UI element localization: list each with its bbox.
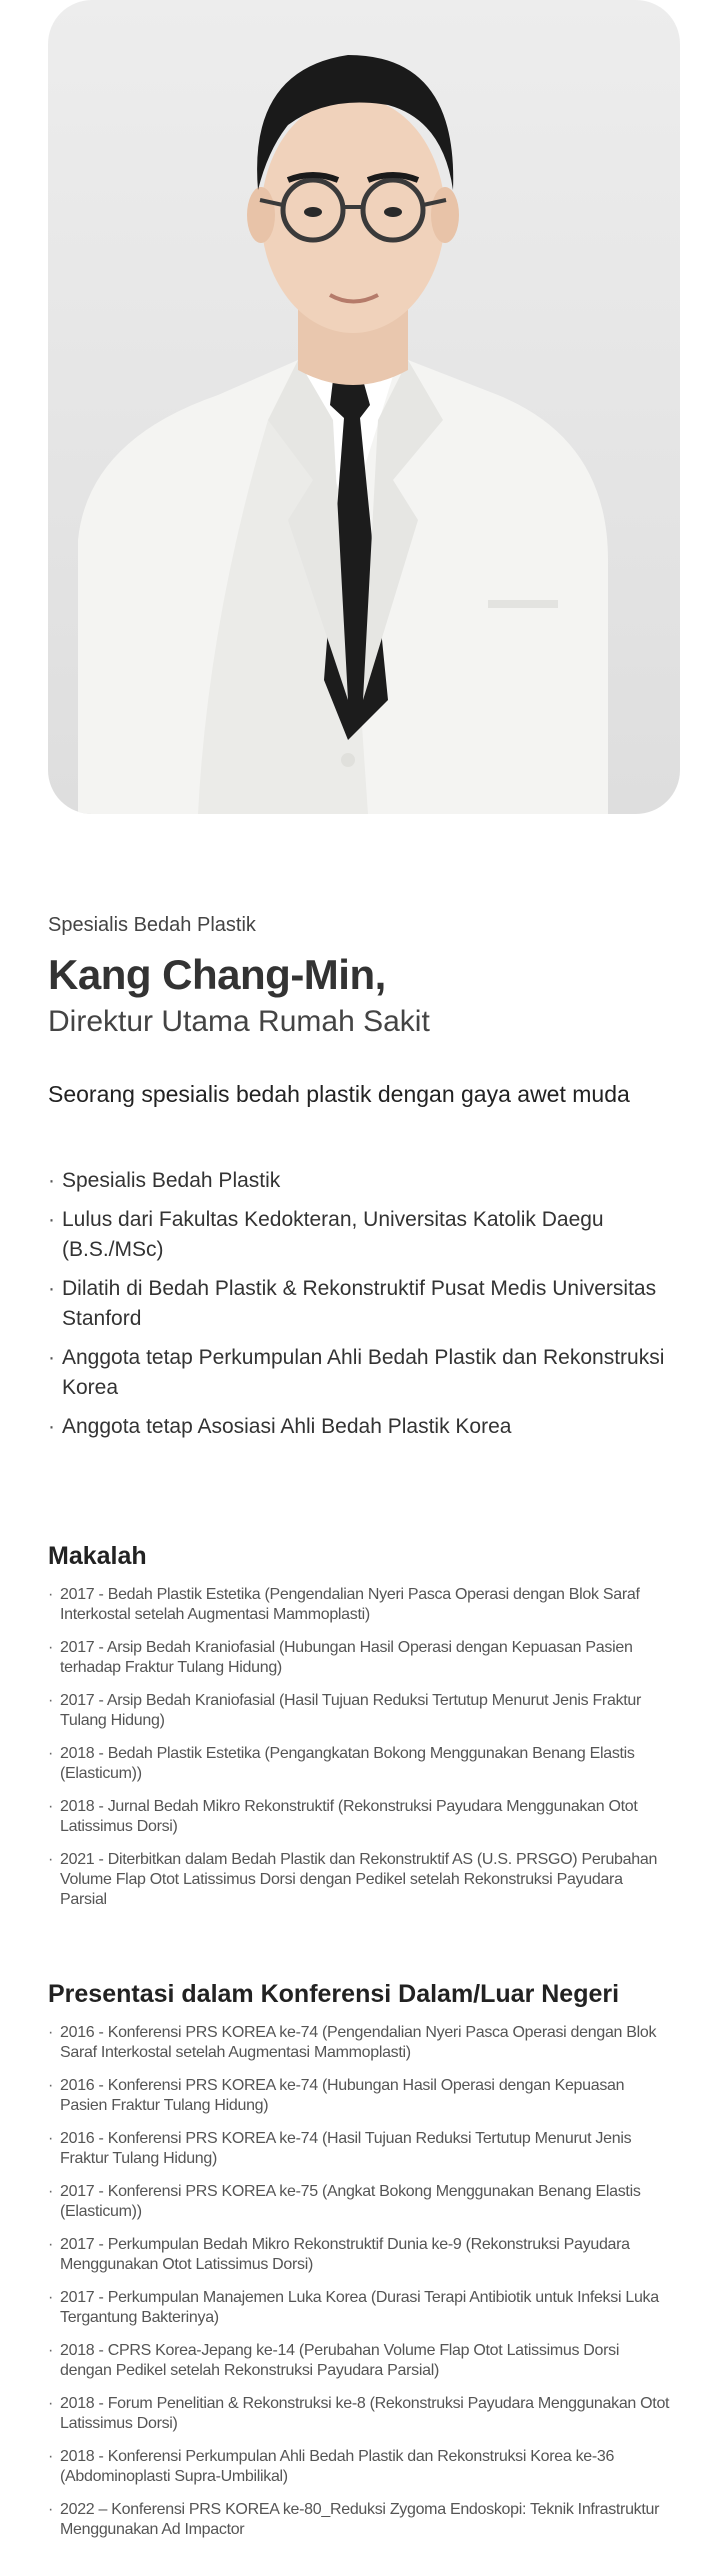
list-item: · 2017 - Bedah Plastik Estetika (Pengendalian Nyeri Pasca Operasi dengan Blok Saraf Interkostal setelah Augmentasi Mammoplasti) bbox=[48, 1585, 672, 1625]
qualification-item: · Lulus dari Fakultas Kedokteran, Universitas Katolik Daegu (B.S./MSc) bbox=[48, 1205, 672, 1265]
list-item: · 2018 - Bedah Plastik Estetika (Pengangkatan Bokong Menggunakan Benang Elastis (Elasticum)) bbox=[48, 1744, 672, 1784]
list-item: · 2017 - Perkumpulan Manajemen Luka Korea (Durasi Terapi Antibiotik untuk Infeksi Luka Tergantung Bakterinya) bbox=[48, 2288, 672, 2328]
list-item: · 2021 - Diterbitkan dalam Bedah Plastik dan Rekonstruktif AS (U.S. PRSGO) Perubahan Volume Flap Otot Latissimus Dorsi dengan Pedikel setelah Rekonstruksi Payudara Parsial bbox=[48, 1850, 672, 1910]
list-item: · 2017 - Arsip Bedah Kraniofasial (Hubungan Hasil Operasi dengan Kepuasan Pasien terhadap Fraktur Tulang Hidung) bbox=[48, 1638, 672, 1678]
qualification-item: · Spesialis Bedah Plastik bbox=[48, 1166, 672, 1196]
doctor-name: Kang Chang-Min, bbox=[48, 951, 386, 998]
doctor-tagline: Seorang spesialis bedah plastik dengan gaya awet muda bbox=[48, 1081, 630, 1107]
list-item: · 2018 - CPRS Korea-Jepang ke-14 (Perubahan Volume Flap Otot Latissimus Dorsi dengan Pedikel setelah Rekonstruksi Payudara Parsial) bbox=[48, 2341, 672, 2381]
qualification-list bbox=[48, 1166, 672, 1442]
list-item: · 2016 - Konferensi PRS KOREA ke-74 (Hasil Tujuan Reduksi Tertutup Menurut Jenis Fraktur Tulang Hidung) bbox=[48, 2129, 672, 2169]
list-item: · 2016 - Konferensi PRS KOREA ke-74 (Hubungan Hasil Operasi dengan Kepuasan Pasien Fraktur Tulang Hidung) bbox=[48, 2076, 672, 2116]
list-item: · 2018 - Konferensi Perkumpulan Ahli Bedah Plastik dan Rekonstruksi Korea ke-36 (Abdominoplasti Supra-Umbilikal) bbox=[48, 2447, 672, 2487]
specialty-label: Spesialis Bedah Plastik bbox=[48, 914, 256, 936]
list-item: · 2017 - Perkumpulan Bedah Mikro Rekonstruktif Dunia ke-9 (Rekonstruksi Payudara Menggunakan Otot Latissimus Dorsi) bbox=[48, 2235, 672, 2275]
qualification-item: · Anggota tetap Perkumpulan Ahli Bedah Plastik dan Rekonstruksi Korea bbox=[48, 1343, 672, 1403]
qualification-item: · Dilatih di Bedah Plastik & Rekonstruktif Pusat Medis Universitas Stanford bbox=[48, 1274, 672, 1334]
list-item: · 2018 - Forum Penelitian & Rekonstruksi ke-8 (Rekonstruksi Payudara Menggunakan Otot Latissimus Dorsi) bbox=[48, 2394, 672, 2434]
list-item: · 2017 - Konferensi PRS KOREA ke-75 (Angkat Bokong Menggunakan Benang Elastis (Elasticum)) bbox=[48, 2182, 672, 2222]
list-item: · 2017 - Arsip Bedah Kraniofasial (Hasil Tujuan Reduksi Tertutup Menurut Jenis Fraktur Tulang Hidung) bbox=[48, 1691, 672, 1731]
list-item: · 2018 - Jurnal Bedah Mikro Rekonstruktif (Rekonstruksi Payudara Menggunakan Otot Latissimus Dorsi) bbox=[48, 1797, 672, 1837]
presentasi-section-title: Presentasi dalam Konferensi Dalam/Luar Negeri bbox=[48, 1980, 620, 2008]
presentasi-list bbox=[48, 2023, 672, 2540]
list-item: · 2016 - Konferensi PRS KOREA ke-74 (Pengendalian Nyeri Pasca Operasi dengan Blok Saraf Interkostal setelah Augmentasi Mammoplasti) bbox=[48, 2023, 672, 2063]
qualification-item: · Anggota tetap Asosiasi Ahli Bedah Plastik Korea bbox=[48, 1412, 672, 1442]
portrait-illustration bbox=[48, 0, 680, 814]
makalah-list bbox=[48, 1585, 672, 1910]
list-item: · 2022 – Konferensi PRS KOREA ke-80_Reduksi Zygoma Endoskopi: Teknik Infrastruktur Menggunakan Ad Impactor bbox=[48, 2500, 672, 2540]
doctor-portrait bbox=[48, 0, 680, 814]
makalah-section-title: Makalah bbox=[48, 1542, 147, 1570]
doctor-position: Direktur Utama Rumah Sakit bbox=[48, 1005, 430, 1038]
